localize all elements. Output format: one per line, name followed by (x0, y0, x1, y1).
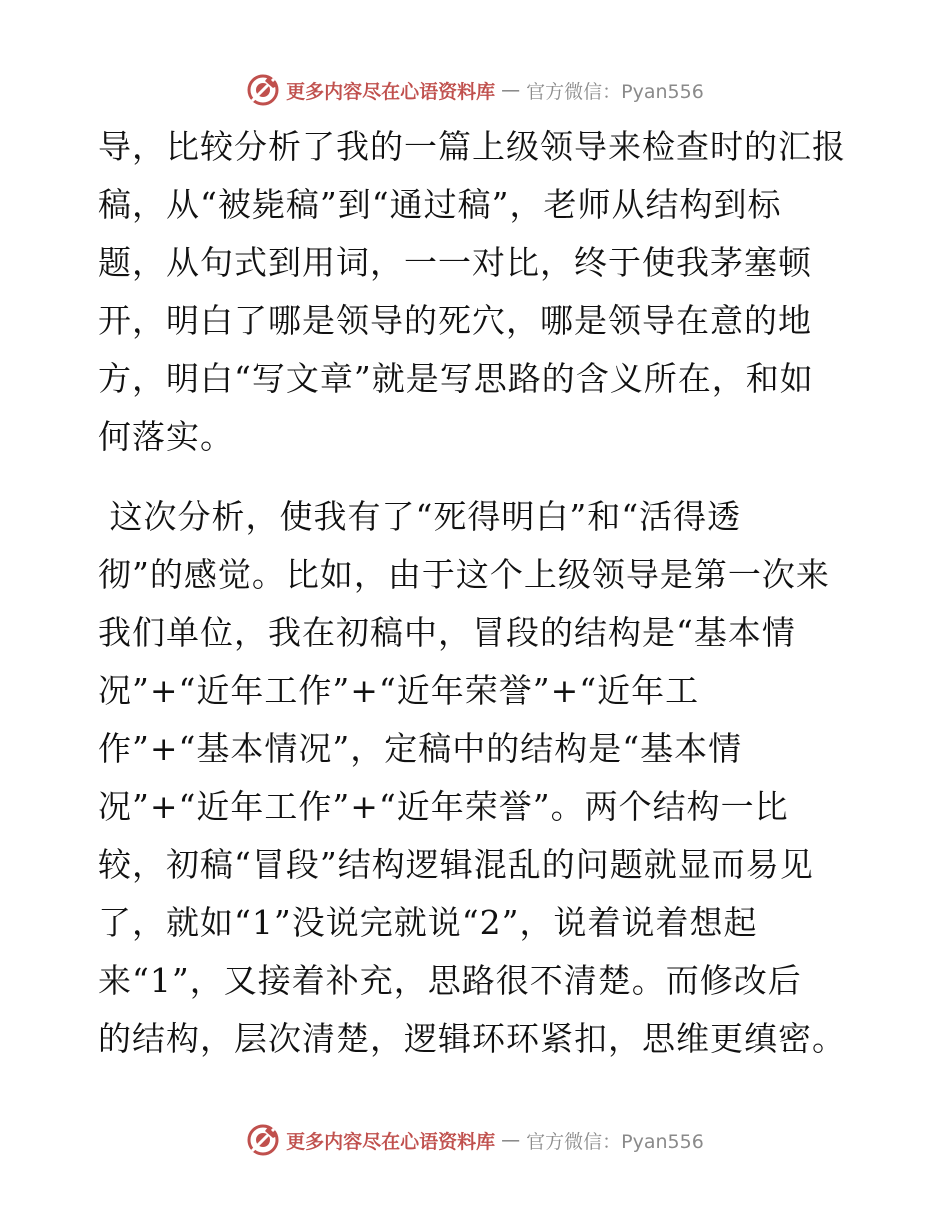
text-line: 了，就如“1”没说完就说“2”，说着说着想起 (98, 903, 758, 942)
text-line: 我们单位，我在初稿中，冒段的结构是“基本情 (98, 613, 796, 652)
paragraph-2 (98, 488, 858, 1068)
text-line: 较，初稿“冒段”结构逻辑混乱的问题就显而易见 (98, 845, 814, 884)
text-line: 作”+“基本情况”，定稿中的结构是“基本情 (98, 729, 743, 768)
text-line: 这次分析，使我有了“死得明白”和“活得透 (98, 497, 742, 536)
text-line: 来“1”，又接着补充，思路很不清楚。而修改后 (98, 961, 802, 1000)
text-line: 稿，从“被毙稿”到“通过稿”，老师从结构到标 (98, 185, 782, 224)
brand-logo-icon (246, 73, 280, 107)
text-line: 方，明白“写文章”就是写思路的含义所在，和如 (98, 359, 814, 398)
text-line: 开，明白了哪是领导的死穴，哪是领导在意的地 (98, 301, 812, 340)
banner-wechat-text: 官方微信：Pyan556 (526, 1130, 704, 1153)
paragraph-1 (98, 118, 858, 466)
banner-wechat-text: 官方微信：Pyan556 (526, 80, 704, 103)
banner-separator: — (501, 1129, 521, 1151)
text-line: 导，比较分析了我的一篇上级领导来检查时的汇报 (98, 127, 846, 166)
banner-main-text: 更多内容尽在心语资料库 (286, 80, 496, 103)
header-banner (0, 70, 950, 110)
document-body (98, 118, 858, 1068)
text-line: 彻”的感觉。比如，由于这个上级领导是第一次来 (98, 555, 830, 594)
banner-separator: — (501, 79, 521, 101)
banner-main-text: 更多内容尽在心语资料库 (286, 1130, 496, 1153)
text-line: 况”+“近年工作”+“近年荣誉”。两个结构一比 (98, 787, 789, 826)
text-line: 何落实。 (98, 417, 234, 456)
brand-logo-icon (246, 1123, 280, 1157)
footer-banner (0, 1120, 950, 1160)
text-line: 况”+“近年工作”+“近年荣誉”+“近年工 (98, 671, 700, 710)
text-line: 题，从句式到用词，一一对比，终于使我茅塞顿 (98, 243, 812, 282)
text-line: 的结构，层次清楚，逻辑环环紧扣，思维更缜密。 (98, 1019, 846, 1058)
